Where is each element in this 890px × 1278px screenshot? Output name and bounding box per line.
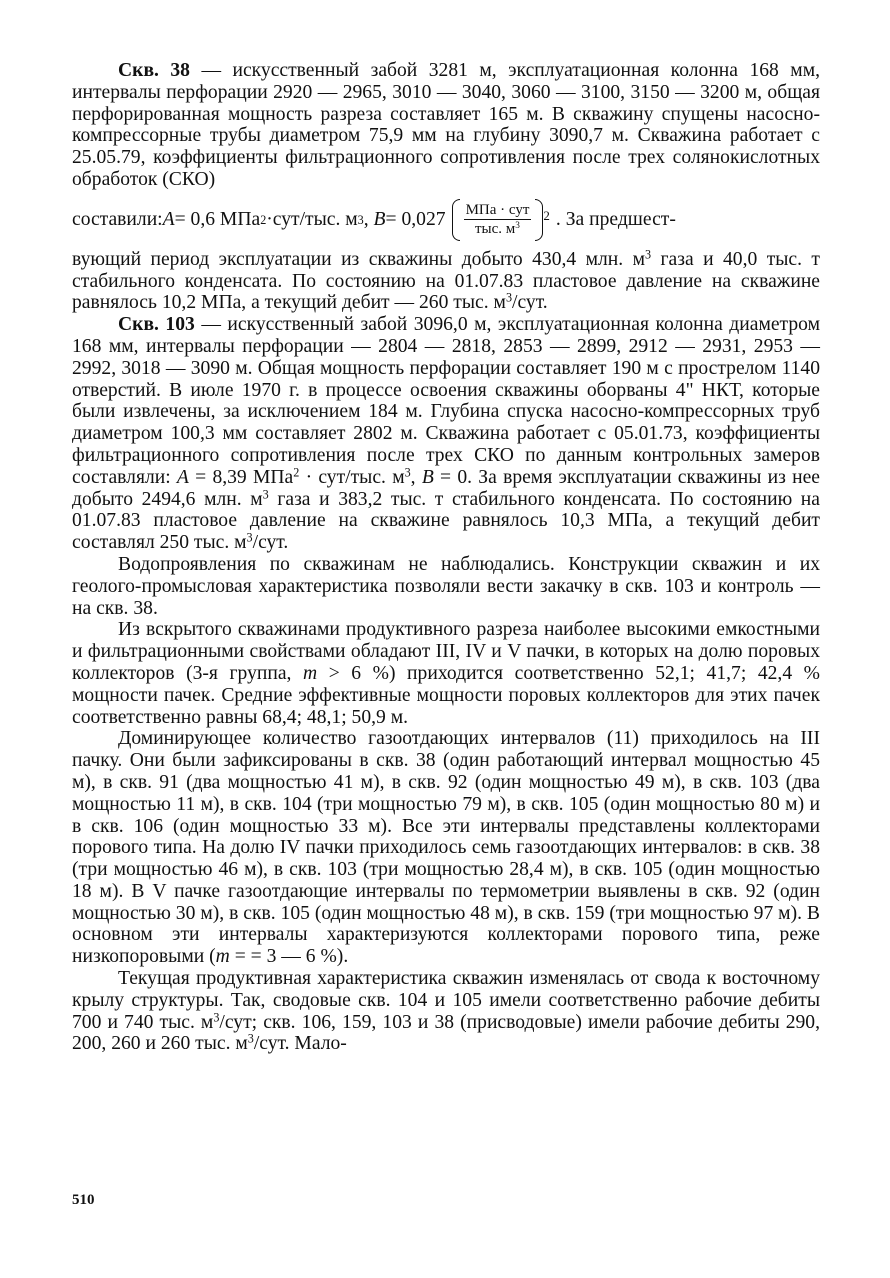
paragraph-well-103 — [72, 314, 820, 554]
symbol-m: m — [302, 662, 318, 684]
fraction-exponent: 2 — [543, 207, 550, 223]
paragraph-current-productivity — [72, 968, 820, 1055]
well-38-text: — искусственный забой 3281 м, эксплуатационная колонна 168 мм, интервалы перфорации 2920 — 2965, 3010 — 3040, 3060 — 3100, 3150 — 3200 м, общая перфорированная мощность разреза составляет 165 м. В скважину спущены насосно-компрессорные трубы диаметром 75,9 мм на глубину 3090,7 м. Скважина работает с 25.05.79, коэффициенты фильтрационного сопротивления после трех солянокислотных обработок (СКО) — [72, 60, 820, 190]
well-103-text-f: газа и 383,2 тыс. т стабильного конденсата. По состоянию на 01.07.83 пластовое давление на скважине равнялось 10,3 МПа, а текущий дебит составлял 250 тыс. м — [72, 488, 820, 554]
productivity-text-a: Текущая продуктивная характеристика скважин изменялась от свода к восточному крылу структуры. Так, сводовые скв. 104 и 105 имели соответственно рабочие дебиты 700 и 740 тыс. м — [72, 968, 820, 1033]
symbol-b: B — [421, 466, 434, 488]
well-103-text-c: · сут/тыс. м — [299, 466, 405, 488]
gas-intervals-text-a: Доминирующее количество газоотдающих интервалов (11) приходилось на III пачку. Они были зафиксированы в скв. 38 (один работающий интервал мощностью 45 м), в скв. 91 (два мощностью 41 м), в скв. 92 (один мощностью 49 м), в скв. 103 (два мощностью 11 м), в скв. 104 (три мощностью 79 м), в скв. 105 (один мощностью 80 м) и в скв. 106 (один мощностью 33 м). Все эти интервалы представлены коллекторами порового типа. На долю IV пачки приходилось семь газоотдающих интервалов: в скв. 38 (три мощностью 46 м), в скв. 103 (три мощностью 28,4 м), в скв. 105 (один мощностью 18 м). В V пачке газоотдающие интервалы по термометрии выявлены в скв. 92 (один мощностью 30 м), в скв. 105 (один мощностью 48 м), в скв. 159 (три мощностью 97 м). В основном эти интервалы характеризуются коллекторами порового типа, реже низкопоровыми ( — [72, 728, 820, 968]
gas-intervals-text-b: = = 3 — 6 %). — [229, 946, 349, 968]
fraction — [460, 201, 536, 238]
paragraph-water-manifestations: Водопроявления по скважинам не наблюдались. Конструкции скважин и их геолого-промысловая характеристика позволяли вести закачку в скв. 103 и контроль — на скв. 38. — [72, 553, 820, 619]
well-38-heading: Скв. 38 — [118, 60, 190, 81]
formula-prefix: составили: — [72, 208, 163, 230]
well-103-text-a: — искусственный забой 3096,0 м, эксплуатационная колонна диаметром 168 мм, интервалы перфорации — 2804 — 2818, 2853 — 2899, 2912 — 2931, 2953 — 2992, 3018 — 3090 м. Общая мощность перфорации составляет 190 м с прострелом 1140 отверстий. В июле 1970 г. в процессе освоения скважины оборваны 4" НКТ, которые были извлечены, за исключением 184 м. Глубина спуска насосно-компрессорных труб диаметром 100,3 мм составляет 2802 м. Скважина работает с 05.01.73, коэффициенты фильтрационного сопротивления после трех СКО по данным контрольных замеров составляли: — [72, 314, 820, 488]
superscript: 3 — [645, 247, 652, 262]
paragraph-productive-section — [72, 619, 820, 728]
symbol-a: A — [176, 466, 189, 488]
paragraph-gas-intervals — [72, 728, 820, 968]
superscript: 3 — [247, 1031, 254, 1046]
superscript: 3 — [246, 530, 253, 545]
symbol-b: B — [373, 208, 386, 230]
productivity-text-c: /сут. Мало- — [253, 1033, 347, 1055]
well-103-text-b: = 8,39 МПа — [188, 466, 294, 488]
formula-suffix: . За предшест- — [555, 208, 676, 230]
superscript: 3 — [213, 1010, 220, 1024]
superscript: 3 — [505, 290, 513, 305]
symbol-m: m — [215, 946, 230, 968]
well-103-text-g: /сут. — [252, 532, 289, 554]
well-38-text-b: вующий период эксплуатации из скважины добыто 430,4 млн. м — [72, 248, 646, 270]
superscript: 3 — [515, 221, 520, 232]
symbol-a: A — [162, 208, 175, 230]
fraction-denominator-text: тыс. м — [475, 221, 516, 238]
left-parenthesis — [452, 199, 460, 241]
document-page — [72, 60, 820, 1055]
well-38-text-d: /сут. — [512, 292, 548, 314]
formula-line-well-38: составили: A = 0,6 МПа 2 ·сут/тыс. м 3 , B = 0,027 $\frac{\text{МПа · сут}}{тыс. м^3}$ 2 . За предшест- — [72, 191, 820, 249]
superscript: 3 — [262, 486, 269, 501]
superscript: 2 — [293, 465, 300, 480]
page-number: 510 — [72, 1192, 95, 1208]
paragraph-well-38-continued — [72, 249, 820, 314]
well-103-text-d: , — [410, 466, 422, 488]
coefficient-b-value: = 0,027 — [385, 208, 446, 230]
fraction-numerator: МПа · сут — [465, 202, 530, 219]
productive-text-b: > 6 %) приходится соответственно 52,1; 41,7; 42,4 % мощности пачек. Средние эффективные мощности поровых коллекторов для этих пачек соответственно равны 68,4; 48,1; 50,9 м. — [72, 662, 820, 728]
superscript: 3 — [404, 465, 411, 480]
well-103-text-e: = 0. За время эксплуатации скважины из нее добыто 2494,6 млн. м — [72, 466, 820, 510]
productive-text-a: Из вскрытого скважинами продуктивного разреза наиболее высокими емкостными и фильтрационными свойствами обладают III, IV и V пачки, в которых на долю поровых коллекторов (3-я группа, — [72, 619, 820, 684]
coefficient-a-unit: ·сут/тыс. м — [266, 208, 358, 230]
fraction-denominator — [473, 220, 522, 238]
well-103-heading: Скв. 103 — [118, 314, 195, 336]
well-38-text-c: газа и 40,0 тыс. т стабильного конденсата. По состоянию на 01.07.83 пластовое давление на скважине равнялось 10,2 МПа, а текущий дебит — 260 тыс. м — [72, 248, 820, 314]
right-parenthesis — [535, 199, 543, 241]
productivity-text-b: /сут; скв. 106, 159, 103 и 38 (присводовые) имели рабочие дебиты 290, 200, 260 и 260 тыс. м — [72, 1011, 820, 1055]
coefficient-b-unit-fraction — [452, 199, 550, 241]
paragraph-well-38 — [72, 60, 820, 191]
coefficient-a-value: = 0,6 МПа — [174, 208, 261, 230]
